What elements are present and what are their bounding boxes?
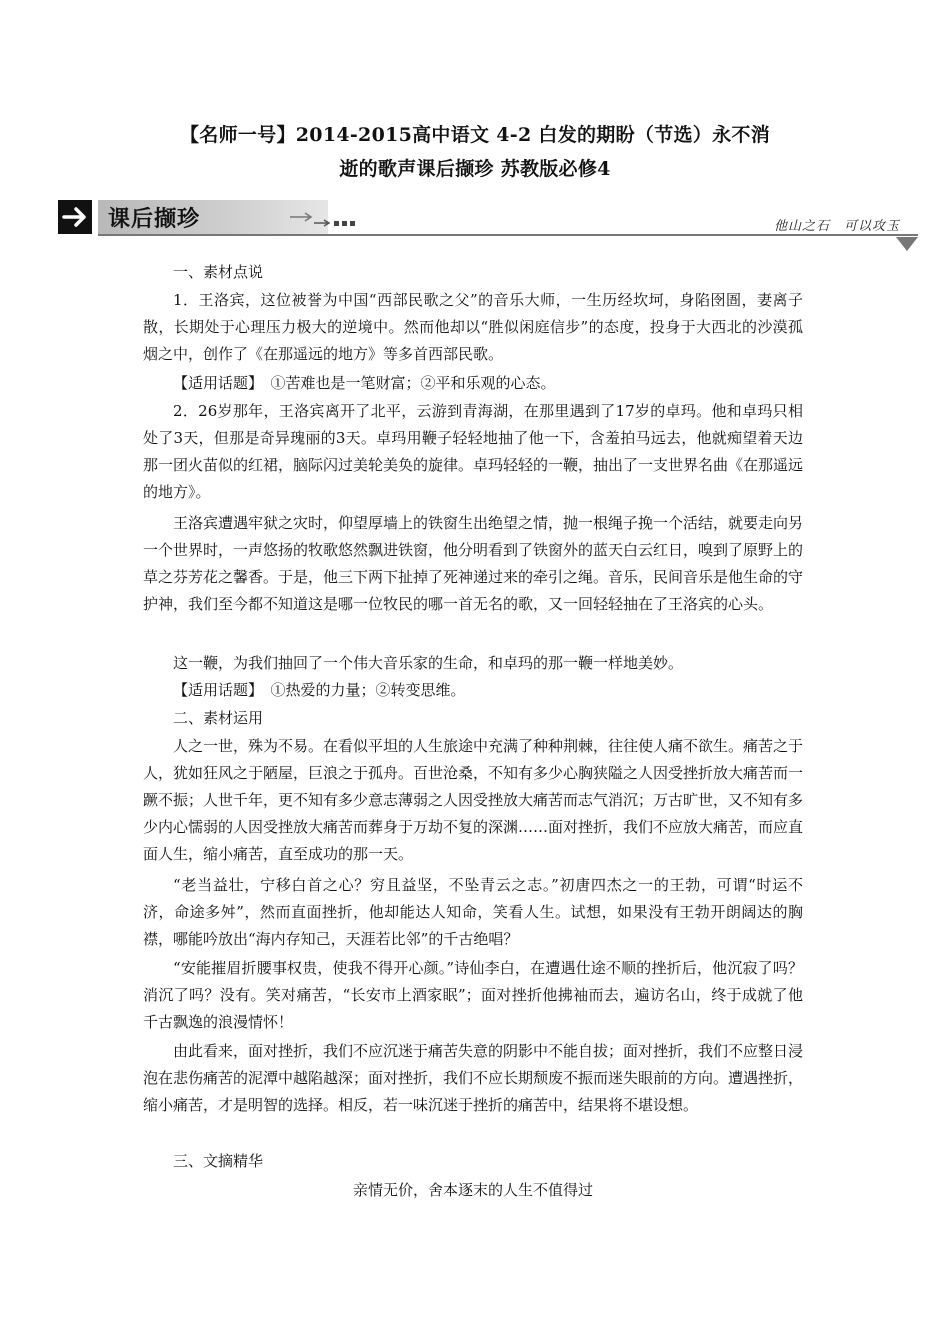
triangle-down-icon — [896, 236, 918, 255]
paragraph-topic-1 — [143, 370, 803, 397]
digest-title — [143, 1177, 803, 1204]
digest-title-text: 亲情无价，舍本逐末的人生不值得过 — [352, 1181, 593, 1199]
paragraph-text: 由此看来，面对挫折，我们不应沉迷于痛苦失意的阴影中不能自拔；面对挫折，我们不应整日浸泡在悲伤痛苦的泥潭中越陷越深；面对挫折，我们不应长期颓废不振而迷失眼前的方向。遭遇挫折，缩小痛苦，才是明智的选择。相反，若一味沉迷于挫折的痛苦中，结果将不堪设想。 — [143, 1042, 804, 1114]
paragraph-2 — [143, 398, 803, 506]
banner-label: 课后撷珍 — [108, 206, 201, 232]
document-title-line-1: 【名师一号】2014-2015高中语文 4-2 白发的期盼（节选）永不消 — [179, 124, 770, 146]
paragraph-6 — [143, 872, 803, 953]
document-title-line-2: 逝的歌声课后撷珍 苏教版必修4 — [339, 158, 611, 180]
paragraph-7 — [143, 955, 803, 1036]
paragraph-text: 人之一世，殊为不易。在看似平坦的人生旅途中充满了种种荆棘，往往使人痛不欲生。痛苦之于人，犹如狂风之于陋屋，巨浪之于孤舟。百世沧桑，不知有多少心胸狭隘之人因受挫折放大痛苦而一蹶不振；人世千年，更不知有多少意志薄弱之人因受挫放大痛苦而志气消沉；万古旷世，又不知有多少内心懦弱的人因受挫放大痛苦而葬身于万劫不复的深渊……面对挫折，我们不应放大痛苦，而应直面人生，缩小痛苦，直至成功的那一天。 — [143, 737, 804, 863]
paragraph-text: 王洛宾遭遇牢狱之灾时，仰望厚墙上的铁窗生出绝望之情，抛一根绳子挽一个活结，就要走向另一个世界时，一声悠扬的牧歌悠然飘进铁窗，他分明看到了铁窗外的蓝天白云红日，嗅到了原野上的草之芬芳花之馨香。于是，他三下两下扯掉了死神递过来的牵引之绳。音乐，民间音乐是他生命的守护神，我们至今都不知道这是哪一位牧民的哪一首无名的歌，又一回轻轻抽在了王洛宾的心头。 — [143, 514, 804, 613]
paragraph-topic-2 — [143, 677, 803, 704]
paragraph-text: “安能摧眉折腰事权贵，使我不得开心颜。”诗仙李白，在遭遇仕途不顺的挫折后，他沉寂了吗？消沉了吗？没有。笑对痛苦，“长安市上酒家眠”；面对挫折他拂袖而去，遍访名山，终于成就了他千古飘逸的浪漫情怀！ — [143, 959, 803, 1031]
section-banner — [58, 200, 918, 250]
paragraph-3 — [143, 510, 803, 618]
paragraph-8 — [143, 1038, 803, 1119]
banner-rule — [98, 234, 918, 236]
section-heading: 二、素材运用 — [173, 709, 264, 727]
heading-digest — [143, 1148, 803, 1175]
paragraph-text: “老当益壮，宁移白首之心？穷且益坚，不坠青云之志。”初唐四杰之一的王勃，可谓“时运不济，命途多舛”，然而直面挫折，他却能达人知命，笑看人生。试想，如果没有王勃开朗阔达的胸襟，哪能吟放出“海内存知己，天涯若比邻”的千古绝唱？ — [143, 876, 803, 948]
paragraph-text: 这一鞭，为我们抽回了一个伟大音乐家的生命，和卓玛的那一鞭一样地美妙。 — [173, 654, 684, 672]
paragraph-5 — [143, 733, 803, 868]
arrow-right-icon — [58, 200, 92, 234]
paragraph-text: 【适用话题】 ①热爱的力量；②转变思维。 — [173, 681, 466, 699]
paragraph-4 — [143, 650, 803, 677]
paragraph-text: 1．王洛宾，这位被誉为中国“西部民歌之父”的音乐大师，一生历经坎坷，身陷囹圄，妻离子散，长期处于心理压力极大的逆境中。然而他却以“胜似闲庭信步”的态度，投身于大西北的沙漠孤烟之中，创作了《在那遥远的地方》等多首西部民歌。 — [143, 291, 803, 363]
heading-material-points — [143, 259, 803, 286]
banner-motto: 他山之石 可以攻玉 — [773, 219, 900, 234]
small-arrows-icon — [288, 210, 368, 234]
section-heading: 三、文摘精华 — [173, 1152, 264, 1170]
paragraph-text: 2．26岁那年，王洛宾离开了北平，云游到青海湖，在那里遇到了17岁的卓玛。他和卓玛只相处了3天，但那是奇异瑰丽的3天。卓玛用鞭子轻轻地抽了他一下，含羞拍马远去，他就痴望着天边那一团火苗似的红裙，脑际闪过美轮美奂的旋律。卓玛轻轻的一鞭，抽出了一支世界名曲《在那遥远的地方》。 — [143, 402, 804, 501]
heading-material-usage — [143, 705, 803, 732]
paragraph-1 — [143, 287, 803, 368]
section-heading: 一、素材点说 — [173, 263, 264, 281]
paragraph-text: 【适用话题】 ①苦难也是一笔财富；②平和乐观的心态。 — [173, 374, 556, 392]
